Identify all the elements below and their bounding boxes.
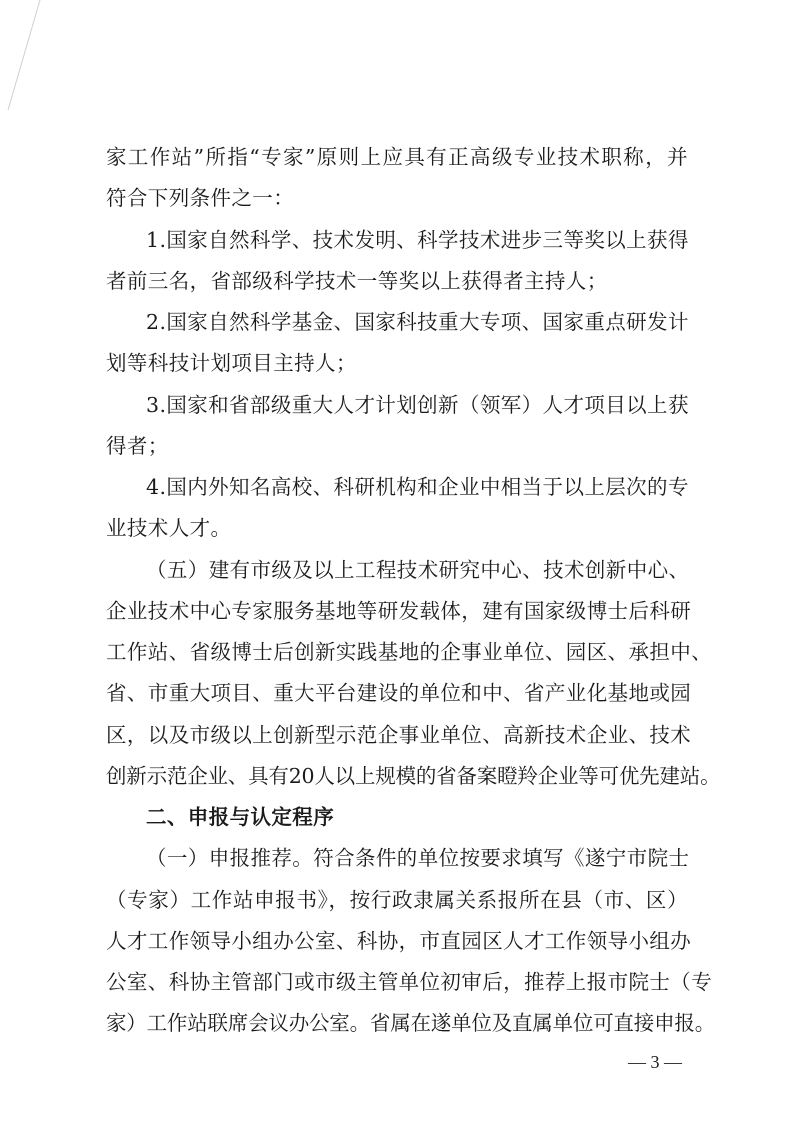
text-line: 者前三名，省部级科学技术一等奖以上获得者主持人； bbox=[106, 269, 608, 293]
text-line: 公室、科协主管部门或市级主管单位初审后，推荐上报市院士（专 bbox=[106, 970, 713, 994]
page-number: — 3 — bbox=[628, 1052, 682, 1072]
scan-edge-mark bbox=[0, 0, 60, 130]
text-line: 工作站、省级博士后创新实践基地的企事业单位、园区、承担中、 bbox=[106, 640, 713, 664]
text-line: 划等科技计划项目主持人； bbox=[106, 351, 357, 375]
section-five-line: （五）建有市级及以上工程技术研究中心、技术创新中心、 bbox=[146, 558, 690, 582]
subsection-one-line: （一）申报推荐。符合条件的单位按要求填写《遂宁市院士 bbox=[146, 846, 690, 870]
text-line: 创新示范企业、具有20人以上规模的省备案瞪羚企业等可优先建站。 bbox=[106, 764, 721, 788]
text-line: 得者； bbox=[106, 434, 169, 458]
condition-4-line: 4.国内外知名高校、科研机构和企业中相当于以上层次的专 bbox=[146, 475, 689, 499]
text-line: 符合下列条件之一： bbox=[106, 186, 295, 210]
text-line: 企业技术中心专家服务基地等研发载体，建有国家级博士后科研 bbox=[106, 599, 692, 623]
text-line: 家）工作站联席会议办公室。省属在遂单位及直属单位可直接申报。 bbox=[106, 1011, 715, 1035]
condition-2-line: 2.国家自然科学基金、国家科技重大专项、国家重点研发计 bbox=[146, 310, 689, 334]
text-line: 人才工作领导小组办公室、科协，市直园区人才工作领导小组办 bbox=[106, 929, 692, 953]
section-heading: 二、申报与认定程序 bbox=[146, 805, 335, 829]
condition-1-line: 1.国家自然科学、技术发明、科学技术进步三等奖以上获得 bbox=[146, 228, 689, 252]
condition-3-line: 3.国家和省部级重大人才计划创新（领军）人才项目以上获 bbox=[146, 393, 689, 417]
text-line: （专家）工作站申报书》，按行政隶属关系报所在县（市、区） bbox=[106, 888, 688, 912]
text-line: 家工作站”所指“专家”原则上应具有正高级专业技术职称，并 bbox=[106, 145, 688, 169]
text-line: 省、市重大项目、重大平台建设的单位和中、省产业化基地或园 bbox=[106, 681, 692, 705]
text-line: 区，以及市级以上创新型示范企事业单位、高新技术企业、技术 bbox=[106, 723, 692, 747]
text-line: 业技术人才。 bbox=[106, 516, 232, 540]
